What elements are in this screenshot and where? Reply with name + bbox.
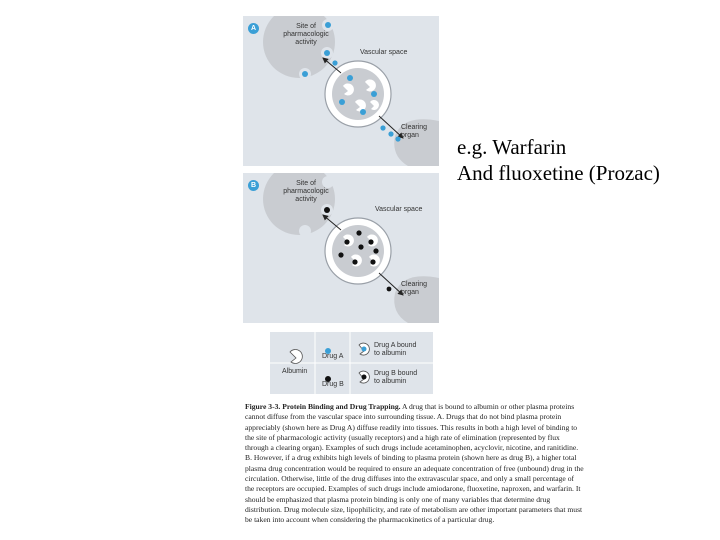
panel-b-badge: B	[248, 180, 259, 191]
clearing-label-line: organ	[401, 289, 419, 296]
legend-drug-a-label: Drug A	[322, 353, 344, 360]
drug-b-molecule	[368, 239, 373, 244]
legend-albumin-label: Albumin	[282, 368, 308, 375]
drug-b-molecule	[352, 259, 357, 264]
site-label-line: activity	[295, 39, 317, 46]
drug-b-molecule	[356, 230, 361, 235]
vascular-space-label: Vascular space	[375, 206, 423, 213]
legend	[270, 332, 433, 394]
side-note	[457, 134, 660, 186]
site-label-line: pharmacologic	[283, 31, 329, 38]
drug-b-molecule	[358, 244, 363, 249]
legend-line: to albumin	[374, 378, 407, 385]
drug-a-molecule	[371, 91, 377, 97]
legend-drug-b-label: Drug B	[322, 381, 344, 388]
drug-a-molecule	[332, 60, 337, 65]
panel-b-diagram	[243, 173, 439, 323]
drug-b-molecule	[324, 207, 330, 213]
clearing-label-line: Clearing	[401, 281, 428, 288]
drug-b-molecule	[370, 259, 375, 264]
clearing-label-line: organ	[401, 132, 419, 139]
clearing-label-line: Clearing	[401, 124, 428, 131]
drug-a-molecule	[388, 131, 393, 136]
site-label-line: activity	[295, 196, 317, 203]
panel-a-diagram	[243, 16, 439, 166]
clearing-organ-label	[401, 124, 427, 140]
side-note-line-2: And fluoxetine (Prozac)	[457, 161, 660, 185]
site-label-line: Site of	[296, 180, 316, 187]
drug-b-molecule	[373, 248, 378, 253]
legend-drug-b-bound-label	[374, 370, 417, 386]
drug-b-molecule	[338, 252, 343, 257]
panel-a	[243, 16, 439, 166]
legend-line: Drug B bound	[374, 370, 418, 377]
legend-line: Drug A bound	[374, 342, 417, 349]
caption-text: A drug that is bound to albumin or other plasma proteins cannot diffuse from the vascular space into surrounding tissue. A. Drugs that do not bind plasma protein appreciably (shown here as Drug A) diffuse readily into tissues. This results in both a high level of binding to the site of pharmacologic activity (usually receptors) and a high rate of elimination (represented by flux through a clearing organ). Examples of such drugs include acetaminophen, acyclovir, nicotine, and ranitidine. B. However, if a drug exhibits high levels of binding to plasma protein (shown here as drug B), a higher total plasma drug concentration would be required to ensure an adequate concentration of free (unbound) drug in the circulation. Otherwise, little of the drug diffuses into the extravascular space, and only a small percentage of the receptors are occupied. Examples of such drugs include amiodarone, fluoxetine, naproxen, and warfarin. It should be emphasized that plasma protein binding is only one of many variables that determine drug distribution. Drug molecule size, lipophilicity, and rate of metabolism are other important parameters that must be taken into account when considering the pharmacokinetics of a particular drug.	[245, 402, 584, 525]
receptor-notch	[299, 225, 311, 237]
albumin-icon	[290, 350, 302, 364]
vascular-space-label: Vascular space	[360, 49, 408, 56]
drug-a-molecule	[347, 75, 353, 81]
figure-caption	[245, 402, 585, 526]
caption-lead: Figure 3-3. Protein Binding and Drug Trapping.	[245, 402, 401, 411]
elimination-arrow	[379, 273, 403, 295]
drug-a-molecule	[339, 99, 345, 105]
site-label-line: pharmacologic	[283, 188, 329, 195]
drug-a-molecule	[380, 125, 385, 130]
panel-b	[243, 173, 439, 323]
site-label-line: Site of	[296, 23, 316, 30]
drug-a-molecule	[324, 50, 330, 56]
drug-a-molecule	[395, 136, 400, 141]
panel-a-badge: A	[248, 23, 259, 34]
drug-b-molecule	[387, 287, 392, 292]
legend-line: to albumin	[374, 350, 407, 357]
drug-b-molecule	[344, 239, 349, 244]
site-label	[279, 23, 333, 47]
site-label	[279, 180, 333, 204]
clearing-organ-label	[401, 281, 427, 297]
drug-a-molecule	[302, 71, 308, 77]
side-note-line-1: e.g. Warfarin	[457, 135, 567, 159]
drug-a-molecule	[360, 109, 366, 115]
legend-drug-a-bound-label	[374, 342, 416, 358]
